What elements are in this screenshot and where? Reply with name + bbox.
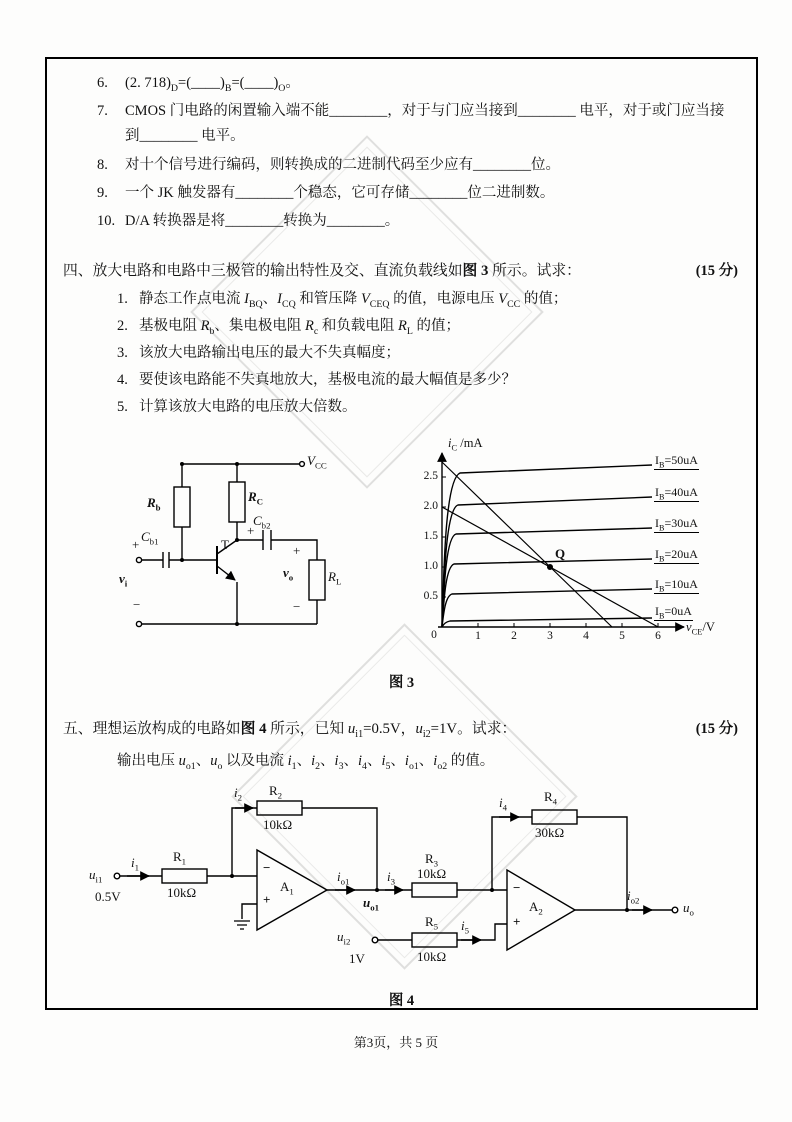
label-io2: $i_{o2}$ <box>627 888 640 906</box>
x-tick: 1 <box>475 630 481 642</box>
label-r2: $R_2$ <box>269 783 283 801</box>
label-ui1: $u_{i1}$ <box>89 867 103 885</box>
label-r3: $R_3$ <box>425 851 439 869</box>
question-text: D/A 转换器是将________转换为________。 <box>125 213 400 229</box>
item-text: 计算该放大电路的电压放大倍数。 <box>139 399 357 415</box>
section4-heading: 四、放大电路和电路中三极管的输出特性及交、直流负载线如图 3 所示。试求： <box>63 263 581 279</box>
label-r2-value: 10kΩ <box>263 817 293 832</box>
item-text: 基极电阻 $R_b$、集电极电阻 $R_c$ 和负载电阻 $R_L$ 的值； <box>139 318 461 337</box>
figure3-characteristics-chart <box>402 437 722 665</box>
x-tick: 5 <box>619 630 625 642</box>
capacitor-cb2 <box>263 530 271 550</box>
label-r1-value: 10kΩ <box>167 885 197 900</box>
figure3-caption: 图 3 <box>388 675 415 691</box>
question-8 <box>97 153 725 178</box>
page-footer: 第3页，共 5 页 <box>353 1035 439 1050</box>
label-cb1: $C_{b1}$ <box>141 529 159 547</box>
question-number: 7. <box>97 103 108 119</box>
label-vcc: $V_{CC}$ <box>307 453 327 471</box>
question-number: 6. <box>97 75 108 91</box>
resistor-r5 <box>412 933 457 947</box>
y-tick: 1.5 <box>423 530 438 542</box>
capacitor-cb1 <box>163 552 169 568</box>
label-a1: $A_1$ <box>280 879 294 897</box>
question-number: 8. <box>97 157 108 173</box>
question-10 <box>97 209 725 234</box>
axis-ticks <box>442 477 658 627</box>
x-tick: 2 <box>511 630 517 642</box>
curve-ib50 <box>442 465 652 627</box>
section4-score: (15 分) <box>695 263 738 279</box>
figure3-circuit-svg <box>117 442 387 657</box>
section4-item-4 <box>117 368 516 389</box>
q-point <box>547 564 553 570</box>
output-coupling-wire <box>237 540 317 560</box>
curve-label-ib40: $I_B=40uA$ <box>655 485 698 502</box>
label-uo: $u_o$ <box>683 900 694 918</box>
x-axis-label: $v_{CE}/V$ <box>686 620 715 637</box>
exam-sheet-border <box>45 57 758 1010</box>
item-text: 该放大电路输出电压的最大不失真幅度； <box>139 345 400 361</box>
question-number: 9. <box>97 185 108 201</box>
transistor-t <box>217 537 237 624</box>
a1-inverting-sign: − <box>263 860 271 875</box>
a1-plus-ground-wire <box>242 904 257 919</box>
question-text: CMOS 门电路的闲置输入端不能________，对于与门应当接到________ 电平，对于或门应当接到________ 电平。 <box>125 103 725 145</box>
figure4-opamp-circuit <box>87 784 732 989</box>
origin-tick: 0 <box>431 629 437 641</box>
input-terminal <box>136 557 141 562</box>
label-ui1-value: 0.5V <box>95 889 121 904</box>
curve-label-ib50: $I_B=50uA$ <box>655 453 698 470</box>
curve-label-ib0: $I_B=0uA$ <box>655 604 692 621</box>
resistor-r1 <box>162 869 207 883</box>
resistor-rb <box>174 487 190 527</box>
x-tick: 3 <box>547 630 553 642</box>
a1-noninverting-sign: + <box>263 892 271 907</box>
item-text: 静态工作点电流 $I_{BQ}$、$I_{CQ}$ 和管压降 $V_{CEQ}$ 的值，电源电压 $V_{CC}$ 的值； <box>139 291 568 310</box>
section5-body: 输出电压 $u_{o1}$、$u_o$ 以及电流 $i_1$、$i_2$、$i_3$、$i_4$、$i_5$、$i_{o1}$、$i_{o2}$ 的值。 <box>117 753 495 772</box>
figure3-amplifier-circuit <box>117 442 387 657</box>
curve-label-ib10: $I_B=10uA$ <box>655 577 698 594</box>
label-vi: $v_i$ <box>119 571 128 589</box>
input-ground-terminal <box>136 621 141 626</box>
label-i4: $i_4$ <box>499 795 508 813</box>
figure3 <box>102 437 722 672</box>
label-rl: $R_L$ <box>328 569 342 587</box>
y-tick: 1.0 <box>423 560 438 572</box>
section5-heading: 五、理想运放构成的电路如图 4 所示，已知 $u_{i1}=0.5V$，$u_{i2}=1V$。试求： <box>63 721 517 740</box>
q-point-label: Q <box>555 546 566 561</box>
section4-item-2 <box>117 314 460 337</box>
x-tick: 6 <box>655 630 661 642</box>
vcc-terminal <box>300 462 305 467</box>
question-7 <box>97 99 725 150</box>
section5-score: (15 分) <box>695 721 738 737</box>
label-i3: $i_3$ <box>387 869 396 887</box>
curve-ib30 <box>442 528 652 627</box>
y-tick: 2.0 <box>423 500 438 512</box>
label-r3-value: 10kΩ <box>417 866 447 881</box>
y-tick: 0.5 <box>423 590 438 602</box>
resistor-r3 <box>412 883 457 897</box>
label-r5-value: 10kΩ <box>417 949 447 964</box>
question-9 <box>97 181 725 206</box>
uo-terminal <box>672 907 678 913</box>
section4-item-5 <box>117 395 357 416</box>
item-number: 4. <box>117 372 128 388</box>
item-number: 3. <box>117 345 128 361</box>
a2-noninverting-sign: + <box>513 914 521 929</box>
polarity-plus: + <box>132 537 140 552</box>
input2-wire <box>378 924 507 940</box>
label-i1: $i_1$ <box>131 855 140 873</box>
x-tick: 4 <box>583 630 589 642</box>
label-ui2: $u_{i2}$ <box>337 929 351 947</box>
label-r4-value: 30kΩ <box>535 825 565 840</box>
ui2-terminal <box>372 937 378 943</box>
y-axis-label: $i_C$ /mA <box>448 436 483 453</box>
figure4-caption: 图 4 <box>388 993 415 1009</box>
item-text: 要使该电路能不失真地放大，基极电流的最大幅值是多少？ <box>139 372 516 388</box>
polarity-minus: − <box>133 597 141 612</box>
resistor-rl <box>309 560 325 600</box>
label-i5: $i_5$ <box>461 918 470 936</box>
polarity-plus: + <box>293 543 301 558</box>
label-rb: $R_b$ <box>147 495 161 513</box>
a2-inverting-sign: − <box>513 880 521 895</box>
label-transistor: T <box>221 537 229 552</box>
label-ui2-value: 1V <box>349 951 365 966</box>
resistor-r2 <box>257 801 302 815</box>
label-cb2: $C_{b2}$ <box>253 513 271 531</box>
label-vo: $v_o$ <box>283 565 294 583</box>
section4-item-1 <box>117 287 567 310</box>
ground-symbol <box>234 921 250 929</box>
label-io1: $i_{o1}$ <box>337 869 350 887</box>
question-text: 一个 JK 触发器有________个稳态，它可存储________位二进制数。 <box>125 185 555 201</box>
item-number: 1. <box>117 291 128 307</box>
curve-ib0 <box>442 618 652 627</box>
label-r4: $R_4$ <box>544 789 558 807</box>
section4-item-3 <box>117 341 400 362</box>
resistor-r4 <box>532 810 577 824</box>
question-6 <box>97 71 725 97</box>
polarity-plus: + <box>247 523 255 538</box>
curve-label-ib30: $I_B=30uA$ <box>655 516 698 533</box>
question-number: 10. <box>97 213 116 229</box>
item-number: 2. <box>117 318 128 334</box>
label-r1: $R_1$ <box>173 849 187 867</box>
label-i2: $i_2$ <box>234 785 243 803</box>
polarity-minus: − <box>293 599 301 614</box>
label-r5: $R_5$ <box>425 914 439 932</box>
label-uo1: $u_{o1}$ <box>363 895 380 913</box>
y-tick: 2.5 <box>423 470 438 482</box>
label-rc: $R_C$ <box>248 489 264 507</box>
ac-load-line <box>442 462 612 627</box>
curve-label-ib20: $I_B=20uA$ <box>655 547 698 564</box>
item-number: 5. <box>117 399 128 415</box>
resistor-rc <box>229 482 245 522</box>
question-text: 对十个信号进行编码，则转换成的二进制代码至少应有________位。 <box>125 157 560 173</box>
label-a2: $A_2$ <box>529 899 543 917</box>
question-text: (2. $718)_D=(\_\_\_\_)_B=(\_\_\_\_)_O$。 <box>125 75 300 94</box>
ui1-terminal <box>114 873 120 879</box>
